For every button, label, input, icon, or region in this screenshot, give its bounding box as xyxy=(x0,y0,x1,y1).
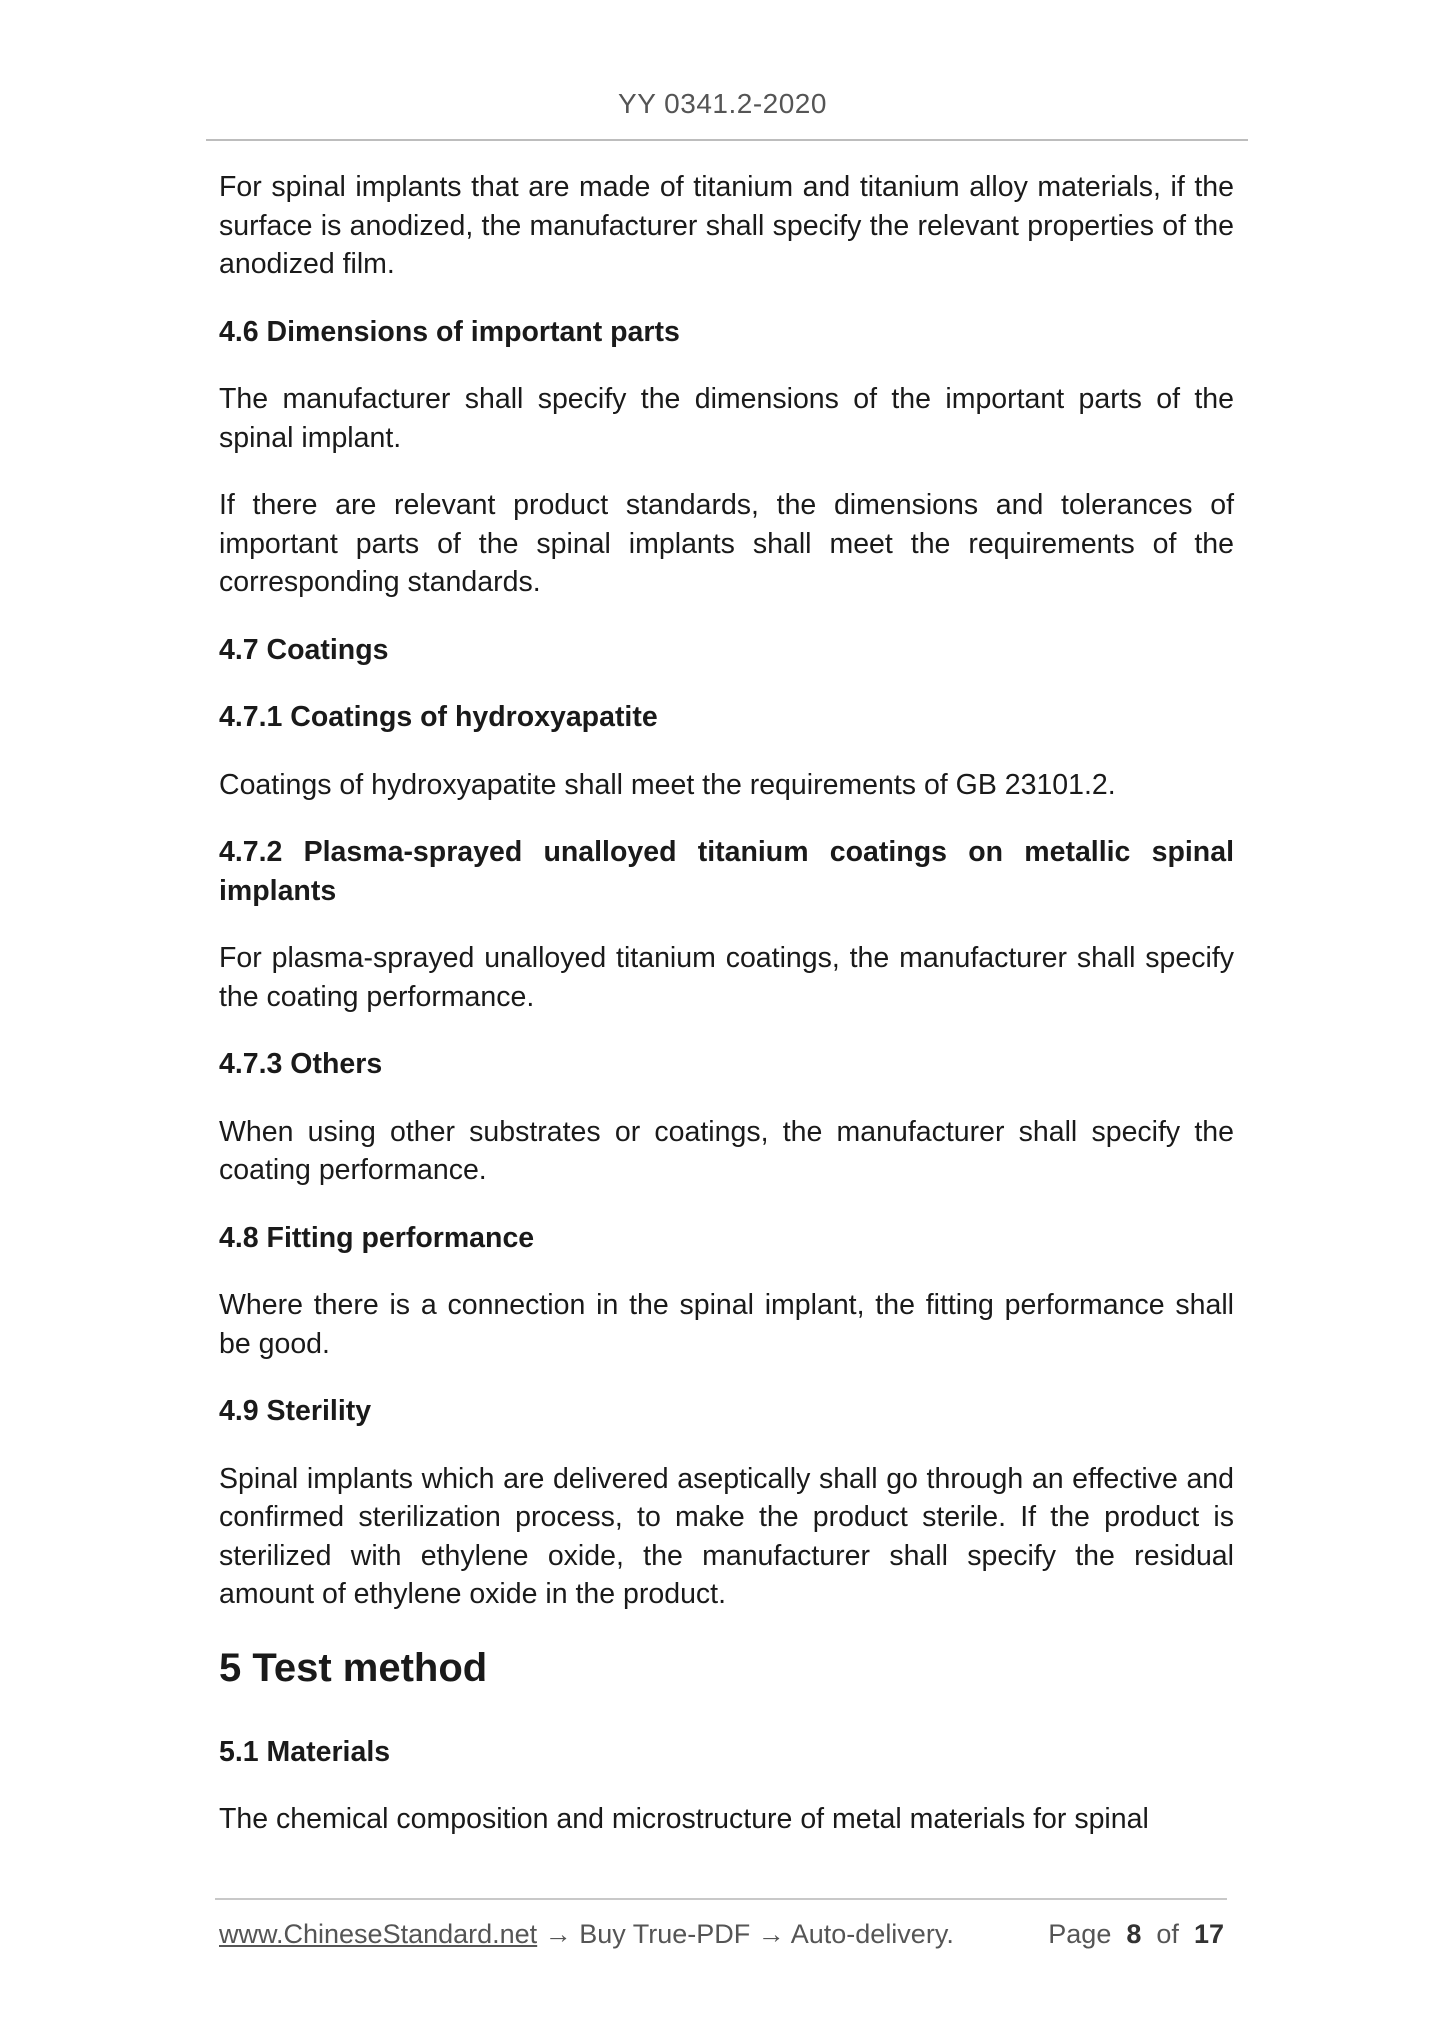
document-body xyxy=(219,168,1234,1868)
section-heading-4-7: 4.7 Coatings xyxy=(219,633,389,666)
paragraph-anodized-film: For spinal implants that are made of titanium and titanium alloy materials, if the surface is anodized, the manufacturer shall specify the relevant properties of the anodized film. xyxy=(219,171,1234,280)
total-pages-number: 17 xyxy=(1193,1919,1224,1949)
site-link[interactable]: www.ChineseStandard.net xyxy=(219,1919,538,1949)
section-heading-4-8: 4.8 Fitting performance xyxy=(219,1221,535,1254)
paragraph-4-7-1: Coatings of hydroxyapatite shall meet the requirements of GB 23101.2. xyxy=(219,768,1116,801)
document-code-header: YY 0341.2-2020 xyxy=(618,88,827,119)
section-heading-5-1: 5.1 Materials xyxy=(219,1735,391,1768)
current-page-number: 8 xyxy=(1126,1919,1142,1949)
paragraph-4-9: Spinal implants which are delivered aseptically shall go through an effective and confirmed sterilization process, to make the product sterile. If the product is sterilized with ethylene oxide, the manufacturer shall specify the residual amount of ethylene oxide in the product. xyxy=(219,1462,1234,1610)
chapter-heading-5: 5 Test method xyxy=(219,1645,488,1690)
paragraph-4-6-a: The manufacturer shall specify the dimensions of the important parts of the spinal implant. xyxy=(219,383,1234,454)
footer-divider xyxy=(215,1898,1227,1900)
footer-promo xyxy=(219,1916,954,1952)
paragraph-4-6-b: If there are relevant product standards, the dimensions and tolerances of important parts of the spinal implants shall meet the requirements of the corresponding standards. xyxy=(219,489,1234,598)
promo-text: → Buy True-PDF → Auto-delivery. xyxy=(537,1919,954,1949)
section-heading-4-7-3: 4.7.3 Others xyxy=(219,1048,383,1080)
paragraph-4-8: Where there is a connection in the spinal implant, the fitting performance shall be good. xyxy=(219,1289,1234,1360)
section-heading-4-6: 4.6 Dimensions of important parts xyxy=(219,315,680,348)
of-label: of xyxy=(1156,1919,1179,1949)
header-divider xyxy=(206,139,1248,141)
section-heading-4-7-2: 4.7.2 Plasma-sprayed unalloyed titanium coatings on metallic spinal implants xyxy=(219,836,1234,907)
section-heading-4-7-1: 4.7.1 Coatings of hydroxyapatite xyxy=(219,701,658,733)
page-label: Page xyxy=(1048,1919,1112,1949)
section-heading-4-9: 4.9 Sterility xyxy=(219,1395,372,1427)
paragraph-5-1: The chemical composition and microstructure of metal materials for spinal xyxy=(219,1803,1149,1835)
page-indicator xyxy=(1048,1916,1224,1952)
paragraph-4-7-3: When using other substrates or coatings, the manufacturer shall specify the coating performance. xyxy=(219,1115,1234,1186)
paragraph-4-7-2: For plasma-sprayed unalloyed titanium coatings, the manufacturer shall specify the coating performance. xyxy=(219,942,1234,1013)
